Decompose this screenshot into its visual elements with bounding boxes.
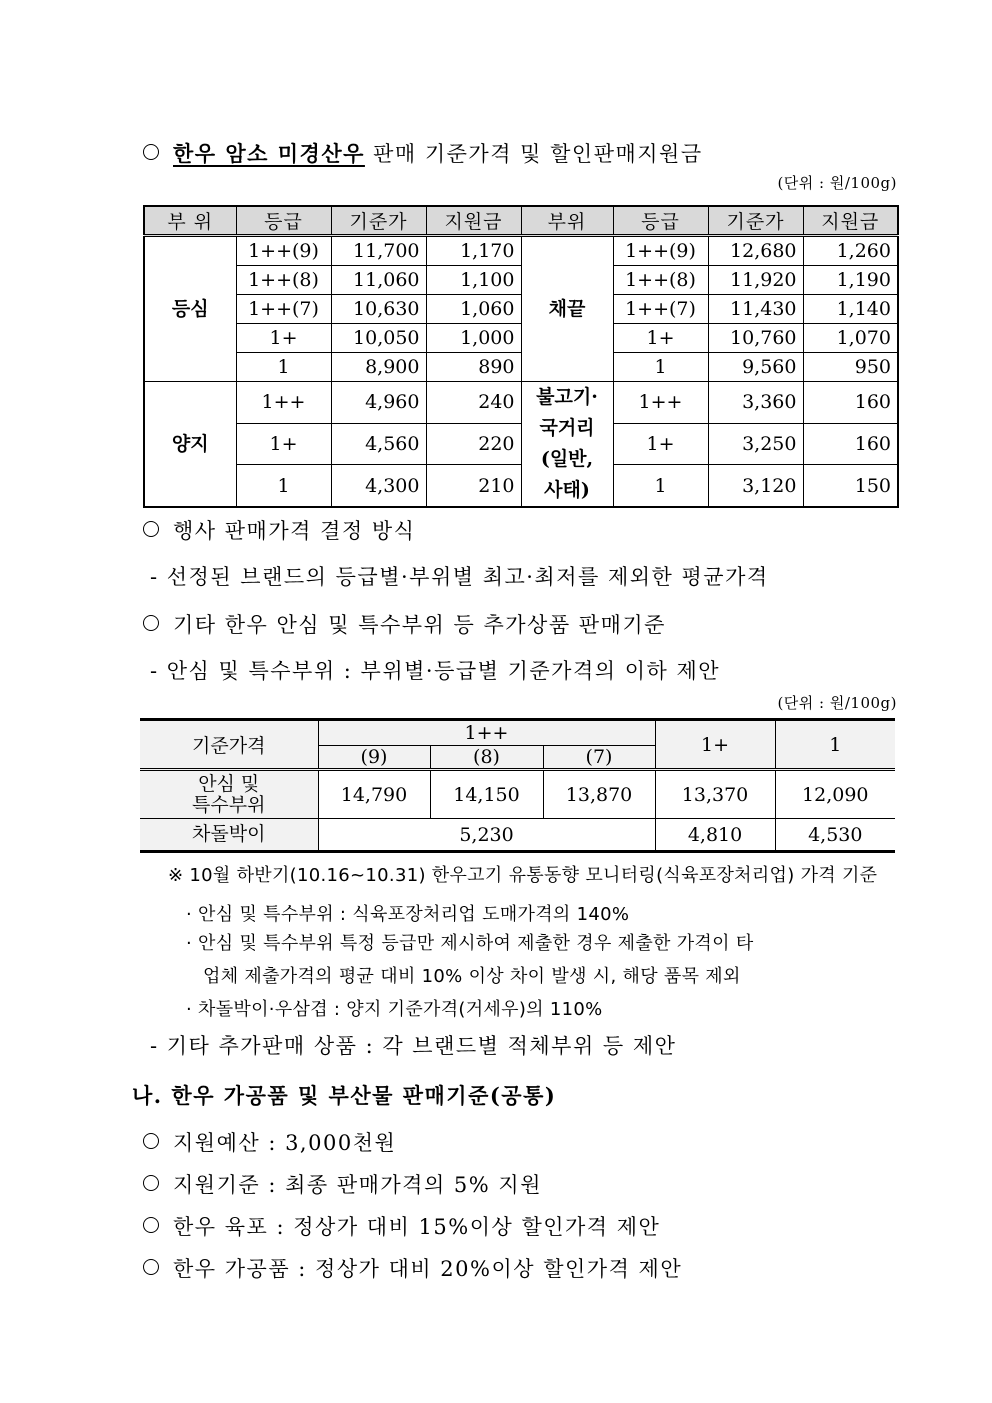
support-cell: 240 — [426, 382, 521, 424]
value-cell: 14,150 — [430, 770, 543, 819]
support-cell: 1,100 — [426, 266, 521, 295]
item-additional-products — [143, 609, 666, 639]
grade-cell: 1++(9) — [236, 236, 331, 266]
header-1p: 1+ — [655, 720, 775, 770]
value-cell: 12,090 — [775, 770, 895, 819]
support-cell: 210 — [426, 465, 521, 507]
support-cell: 1,140 — [803, 295, 898, 324]
grade-cell: 1++ — [236, 382, 331, 424]
grade-cell: 1++(7) — [613, 295, 708, 324]
circle-bullet-icon — [143, 144, 159, 160]
value-cell: 13,870 — [543, 770, 655, 819]
note-main: ※ 10월 하반기(10.16~10.31) 한우고기 유통동향 모니터링(식육포장처리업) 가격 기준 — [168, 865, 878, 886]
part-cell: 양지 — [144, 382, 236, 508]
part-line: (일반, — [540, 448, 594, 470]
part-cell: 채끝 — [521, 236, 613, 382]
note-bullet: · 안심 및 특수부위 특정 등급만 제시하여 제출한 경우 제출한 가격이 타 — [186, 933, 754, 954]
support-cell: 1,170 — [426, 236, 521, 266]
header-sub-9: (9) — [318, 746, 430, 770]
base-price-cell: 11,430 — [708, 295, 803, 324]
value-cell: 5,230 — [318, 819, 655, 852]
value-cell: 13,370 — [655, 770, 775, 819]
base-price-cell: 11,060 — [331, 266, 426, 295]
item-sub-text: - 안심 및 특수부위 : 부위별·등급별 기준가격의 이하 제안 — [150, 659, 721, 683]
grade-cell: 1++(8) — [236, 266, 331, 295]
header-base-price: 기준가 — [331, 206, 426, 236]
na-item — [143, 1127, 396, 1157]
section-heading: 나. 한우 가공품 및 부산물 판매기준(공통) — [132, 1083, 557, 1108]
na-item — [143, 1253, 682, 1283]
part-line: 국거리 — [539, 417, 595, 439]
grade-cell: 1+ — [236, 423, 331, 465]
item-sale-price-method — [143, 515, 415, 545]
base-price-cell: 3,250 — [708, 423, 803, 465]
support-cell: 950 — [803, 353, 898, 382]
circle-bullet-icon — [143, 1175, 159, 1191]
header-corner: 기준가격 — [140, 720, 318, 770]
grade-cell: 1+ — [613, 324, 708, 353]
support-cell: 1,260 — [803, 236, 898, 266]
base-price-cell: 3,360 — [708, 382, 803, 424]
grade-cell: 1++(9) — [613, 236, 708, 266]
header-grade: 등급 — [613, 206, 708, 236]
base-price-cell: 8,900 — [331, 353, 426, 382]
base-price-cell: 4,960 — [331, 382, 426, 424]
row-header-line: 특수부위 — [192, 793, 266, 816]
circle-bullet-icon — [143, 1217, 159, 1233]
value-cell: 4,530 — [775, 819, 895, 852]
item-text: 기타 한우 안심 및 특수부위 등 추가상품 판매기준 — [173, 613, 666, 637]
support-cell: 160 — [803, 382, 898, 424]
na-item — [143, 1169, 542, 1199]
grade-cell: 1+ — [236, 324, 331, 353]
price-support-table — [143, 205, 899, 508]
section-title — [143, 138, 703, 168]
part-cell: 등심 — [144, 236, 236, 382]
header-part: 부 위 — [144, 206, 236, 236]
base-price-cell: 11,920 — [708, 266, 803, 295]
item-text: 한우 가공품 : 정상가 대비 20%이상 할인가격 제안 — [173, 1257, 683, 1281]
table-row — [144, 382, 898, 424]
note-bullet-cont: 업체 제출가격의 평균 대비 10% 이상 차이 발생 시, 해당 품목 제외 — [203, 966, 741, 987]
row-header-line: 안심 및 — [198, 772, 260, 795]
grade-cell: 1++(8) — [613, 266, 708, 295]
part-cell-bulgogi — [521, 382, 613, 508]
special-parts-price-table — [140, 718, 895, 853]
support-cell: 1,000 — [426, 324, 521, 353]
table-row — [140, 819, 895, 852]
extra-products: - 기타 추가판매 상품 : 각 브랜드별 적체부위 등 제안 — [150, 1034, 677, 1058]
base-price-cell: 12,680 — [708, 236, 803, 266]
grade-cell: 1 — [236, 465, 331, 507]
base-price-cell: 3,120 — [708, 465, 803, 507]
support-cell: 890 — [426, 353, 521, 382]
header-support: 지원금 — [803, 206, 898, 236]
header-1: 1 — [775, 720, 895, 770]
support-cell: 160 — [803, 423, 898, 465]
item-text: 지원예산 : 3,000천원 — [173, 1131, 397, 1155]
header-base-price: 기준가 — [708, 206, 803, 236]
grade-cell: 1 — [613, 353, 708, 382]
circle-bullet-icon — [143, 1259, 159, 1275]
grade-cell: 1+ — [613, 423, 708, 465]
circle-bullet-icon — [143, 615, 159, 631]
unit-note-1: (단위 : 원/100g) — [777, 174, 897, 192]
table-row — [144, 236, 898, 266]
row-header-tenderloin — [140, 770, 318, 819]
base-price-cell: 4,300 — [331, 465, 426, 507]
header-1pp: 1++ — [318, 720, 655, 746]
base-price-cell: 10,630 — [331, 295, 426, 324]
part-line: 불고기· — [536, 386, 598, 408]
row-header-brisket: 차돌박이 — [140, 819, 318, 852]
part-line: 사태) — [544, 479, 590, 501]
na-item — [143, 1211, 660, 1241]
table-header-row — [140, 720, 895, 746]
base-price-cell: 10,050 — [331, 324, 426, 353]
header-sub-7: (7) — [543, 746, 655, 770]
value-cell: 4,810 — [655, 819, 775, 852]
base-price-cell: 11,700 — [331, 236, 426, 266]
support-cell: 150 — [803, 465, 898, 507]
value-cell: 14,790 — [318, 770, 430, 819]
support-cell: 1,060 — [426, 295, 521, 324]
header-part: 부위 — [521, 206, 613, 236]
base-price-cell: 9,560 — [708, 353, 803, 382]
grade-cell: 1 — [613, 465, 708, 507]
item-sub-text: - 선정된 브랜드의 등급별·부위별 최고·최저를 제외한 평균가격 — [150, 565, 769, 589]
header-support: 지원금 — [426, 206, 521, 236]
grade-cell: 1++(7) — [236, 295, 331, 324]
table-header-row — [144, 206, 898, 236]
grade-cell: 1 — [236, 353, 331, 382]
note-bullet: · 안심 및 특수부위 : 식육포장처리업 도매가격의 140% — [186, 904, 630, 925]
support-cell: 1,070 — [803, 324, 898, 353]
circle-bullet-icon — [143, 521, 159, 537]
circle-bullet-icon — [143, 1133, 159, 1149]
unit-note-2: (단위 : 원/100g) — [777, 694, 897, 712]
grade-cell: 1++ — [613, 382, 708, 424]
section-title-emphasis: 한우 암소 미경산우 — [173, 141, 365, 166]
note-bullet: · 차돌박이·우삼겹 : 양지 기준가격(거세우)의 110% — [186, 999, 603, 1020]
item-text: 지원기준 : 최종 판매가격의 5% 지원 — [173, 1173, 542, 1197]
support-cell: 1,190 — [803, 266, 898, 295]
header-sub-8: (8) — [430, 746, 543, 770]
support-cell: 220 — [426, 423, 521, 465]
item-text: 한우 육포 : 정상가 대비 15%이상 할인가격 제안 — [173, 1215, 661, 1239]
base-price-cell: 4,560 — [331, 423, 426, 465]
base-price-cell: 10,760 — [708, 324, 803, 353]
section-title-rest: 판매 기준가격 및 할인판매지원금 — [364, 142, 703, 166]
item-text: 행사 판매가격 결정 방식 — [173, 519, 416, 543]
header-grade: 등급 — [236, 206, 331, 236]
table-row — [140, 770, 895, 819]
